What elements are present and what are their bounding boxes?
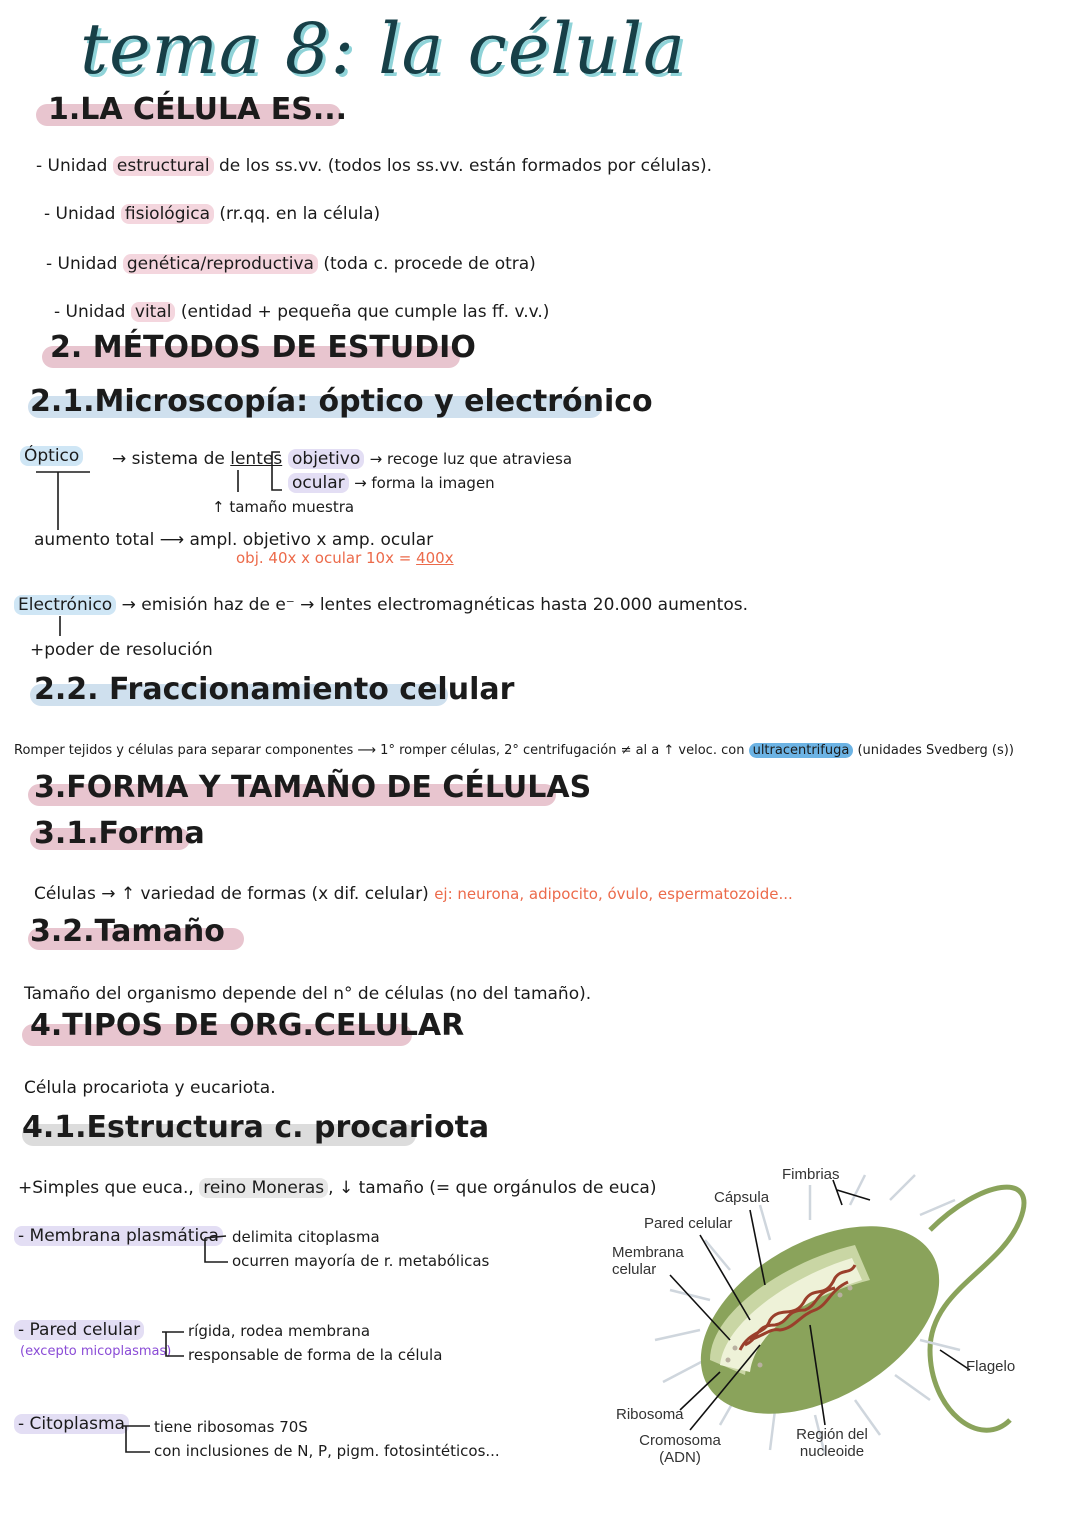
subsection-heading-3-1: 3.1.Forma (34, 816, 205, 851)
label-cromosoma: Cromosoma (ADN) (639, 1432, 721, 1466)
sistema-text: → sistema de lentes (112, 449, 283, 469)
fraccionamiento-text: Romper tejidos y células para separar componentes ⟶ 1° romper células, 2° centrifugación ≠ al a ↑ veloc. con ultracentrifuga (unidades Svedberg (s)) (14, 743, 1014, 758)
membrana-desc-1: delimita citoplasma (232, 1228, 380, 1246)
label-pared-celular: Pared celular (644, 1215, 733, 1232)
citoplasma-desc-2: con inclusiones de N, P, pigm. fotosintéticos... (154, 1442, 500, 1460)
section-heading-2: 2. MÉTODOS DE ESTUDIO (50, 330, 476, 365)
s4-intro: Célula procariota y eucariota. (24, 1078, 276, 1098)
s1-item-2: - Unidad fisiológica (rr.qq. en la célula) (44, 204, 381, 224)
membrana-desc-2: ocurren mayoría de r. metabólicas (232, 1252, 490, 1270)
label-region-nucleoide: Región del nucleoide (796, 1426, 868, 1460)
s1-item-1: - Unidad estructural de los ss.vv. (todos los ss.vv. están formados por células). (36, 156, 712, 176)
aumento-total: aumento total ⟶ ampl. objetivo x amp. ocular (34, 530, 434, 550)
subsection-heading-3-2: 3.2.Tamaño (30, 914, 225, 949)
label-membrana-celular: Membrana celular (612, 1244, 684, 1278)
membrana-label: - Membrana plasmática (14, 1226, 223, 1246)
subsection-heading-2-1: 2.1.Microscopía: óptico y electrónico (30, 384, 653, 419)
s1-item-3: - Unidad genética/reproductiva (toda c. procede de otra) (46, 254, 536, 274)
citoplasma-desc-1: tiene ribosomas 70S (154, 1418, 308, 1436)
tamano-muestra: ↑ tamaño muestra (212, 498, 355, 516)
poder-resolucion: +poder de resolución (30, 640, 213, 660)
example-calc: obj. 40x x ocular 10x = 400x (236, 549, 454, 567)
tamano-text: Tamaño del organismo depende del n° de células (no del tamaño). (24, 984, 592, 1004)
subsection-heading-4-1: 4.1.Estructura c. procariota (22, 1110, 490, 1145)
pared-desc-2: responsable de forma de la célula (188, 1346, 443, 1364)
objetivo-line: objetivo → recoge luz que atraviesa (288, 449, 572, 469)
procariota-line: +Simples que euca., reino Moneras , ↓ tamaño (= que orgánulos de euca) (18, 1178, 657, 1198)
page-title: tema 8: la célula (80, 8, 686, 90)
ocular-line: ocular → forma la imagen (288, 473, 495, 493)
pared-desc-1: rígida, rodea membrana (188, 1322, 371, 1340)
pared-note: (excepto micoplasmas) (20, 1344, 172, 1359)
subsection-heading-2-2: 2.2. Fraccionamiento celular (34, 672, 515, 707)
section-heading-1: 1.LA CÉLULA ES... (48, 92, 348, 127)
flagellum (930, 1187, 1024, 1430)
forma-text: Células → ↑ variedad de formas (x dif. celular) ej: neurona, adipocito, óvulo, espermatozoide... (34, 884, 793, 904)
label-flagelo: Flagelo (966, 1358, 1016, 1375)
optico-label: Óptico (20, 446, 83, 466)
label-capsula: Cápsula (714, 1189, 770, 1206)
label-fimbrias: Fimbrias (782, 1166, 840, 1183)
section-heading-3: 3.FORMA Y TAMAÑO DE CÉLULAS (34, 770, 592, 805)
electronico-line: Electrónico → emisión haz de e⁻ → lentes electromagnéticas hasta 20.000 aumentos. (14, 595, 748, 615)
pared-label: - Pared celular (14, 1320, 144, 1340)
citoplasma-label: - Citoplasma (14, 1414, 129, 1434)
s1-item-4: - Unidad vital (entidad + pequeña que cumple las ff. v.v.) (54, 302, 550, 322)
label-ribosoma: Ribosoma (616, 1406, 684, 1423)
section-heading-4: 4.TIPOS DE ORG.CELULAR (30, 1008, 465, 1043)
